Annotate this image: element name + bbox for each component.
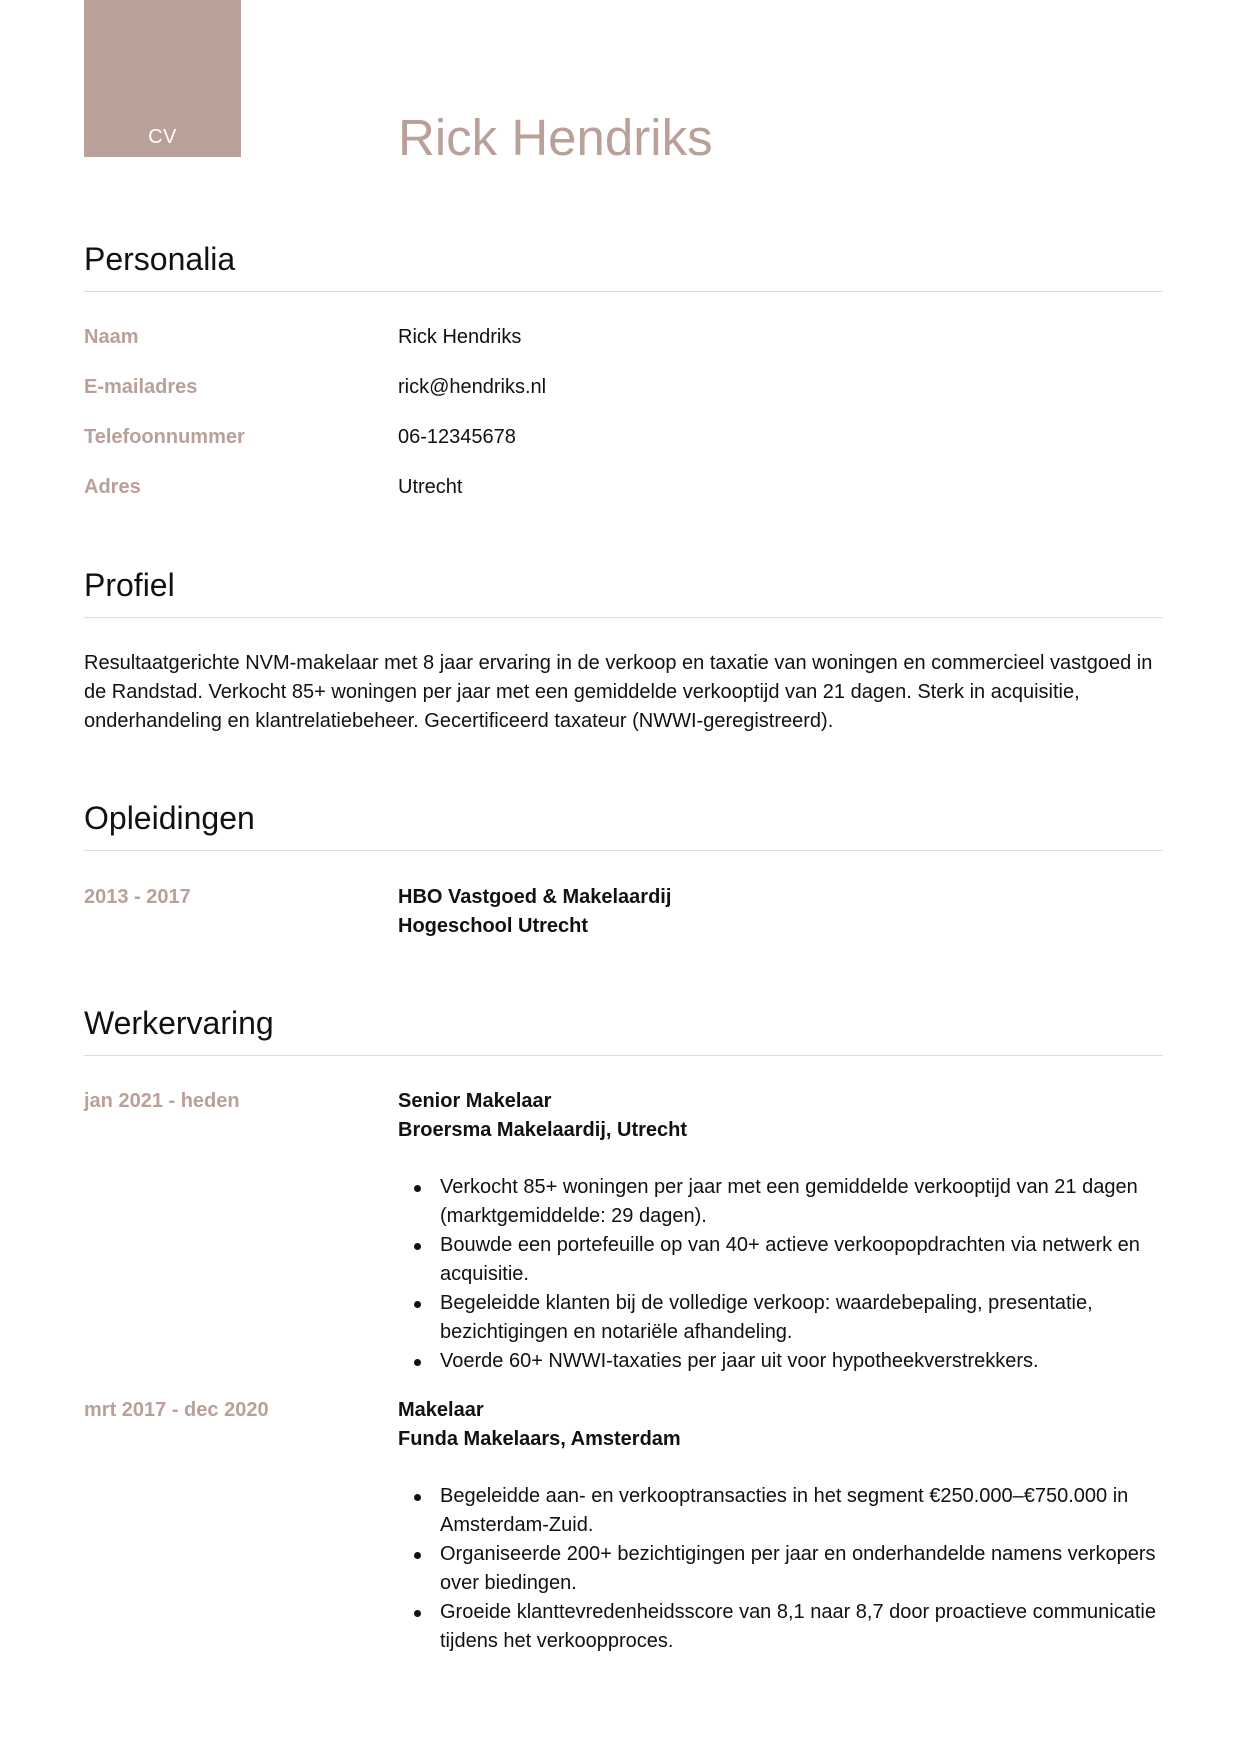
section-title-opleidingen: Opleidingen: [84, 800, 255, 836]
education-school: Hogeschool Utrecht: [398, 915, 589, 937]
section-divider: [84, 291, 1163, 292]
job-achievements-list: [398, 1482, 1168, 1656]
job-company: Funda Makelaars, Amsterdam: [398, 1428, 681, 1450]
cv-badge: [84, 0, 241, 157]
list-item: Groeide klanttevredenheidsscore van 8,1 naar 8,7 door proactieve communicatie tijdens het verkoopproces.: [398, 1598, 1168, 1656]
list-item: Begeleidde aan- en verkooptransacties in het segment €250.000–€750.000 in Amsterdam-Zuid.: [398, 1482, 1168, 1540]
cv-badge-label: CV: [148, 126, 177, 148]
page-title: Rick Hendriks: [398, 109, 713, 166]
list-item: Verkocht 85+ woningen per jaar met een gemiddelde verkooptijd van 21 dagen (marktgemiddelde: 29 dagen).: [398, 1173, 1168, 1231]
education-degree: HBO Vastgoed & Makelaardij: [398, 886, 672, 908]
section-divider: [84, 617, 1163, 618]
job-period: mrt 2017 - dec 2020: [84, 1399, 269, 1421]
personalia-label-telefoon: Telefoonnummer: [84, 426, 245, 448]
personalia-value-naam: Rick Hendriks: [398, 326, 522, 348]
section-divider: [84, 1055, 1163, 1056]
job-period: jan 2021 - heden: [84, 1090, 240, 1112]
section-title-profiel: Profiel: [84, 567, 175, 603]
job-achievements-list: [398, 1173, 1168, 1376]
list-item: Bouwde een portefeuille op van 40+ actieve verkoopopdrachten via netwerk en acquisitie.: [398, 1231, 1168, 1289]
list-item: Organiseerde 200+ bezichtigingen per jaar en onderhandelde namens verkopers over biedingen.: [398, 1540, 1168, 1598]
profile-text: Resultaatgerichte NVM-makelaar met 8 jaar ervaring in de verkoop en taxatie van woningen en commercieel vastgoed in de Randstad. Verkocht 85+ woningen per jaar met een gemiddelde verkooptijd van 21 dagen. Sterk in acquisitie, onderhandeling en klantrelatiebeheer. Gecertificeerd taxateur (NWWI-geregistreerd).: [84, 652, 1153, 732]
section-title-werkervaring: Werkervaring: [84, 1005, 274, 1041]
personalia-value-email: rick@hendriks.nl: [398, 376, 547, 398]
job-role: Makelaar: [398, 1399, 484, 1421]
personalia-label-email: E-mailadres: [84, 376, 198, 398]
section-divider: [84, 850, 1163, 851]
list-item: Voerde 60+ NWWI-taxaties per jaar uit voor hypotheekverstrekkers.: [398, 1347, 1168, 1376]
personalia-value-adres: Utrecht: [398, 476, 463, 498]
job-company: Broersma Makelaardij, Utrecht: [398, 1119, 688, 1141]
job-role: Senior Makelaar: [398, 1090, 552, 1112]
education-period: 2013 - 2017: [84, 886, 191, 908]
personalia-value-telefoon: 06-12345678: [398, 426, 516, 448]
section-title-personalia: Personalia: [84, 241, 236, 277]
list-item: Begeleidde klanten bij de volledige verkoop: waardebepaling, presentatie, bezichtigingen en notariële afhandeling.: [398, 1289, 1168, 1347]
personalia-label-adres: Adres: [84, 476, 141, 498]
personalia-label-naam: Naam: [84, 326, 139, 348]
